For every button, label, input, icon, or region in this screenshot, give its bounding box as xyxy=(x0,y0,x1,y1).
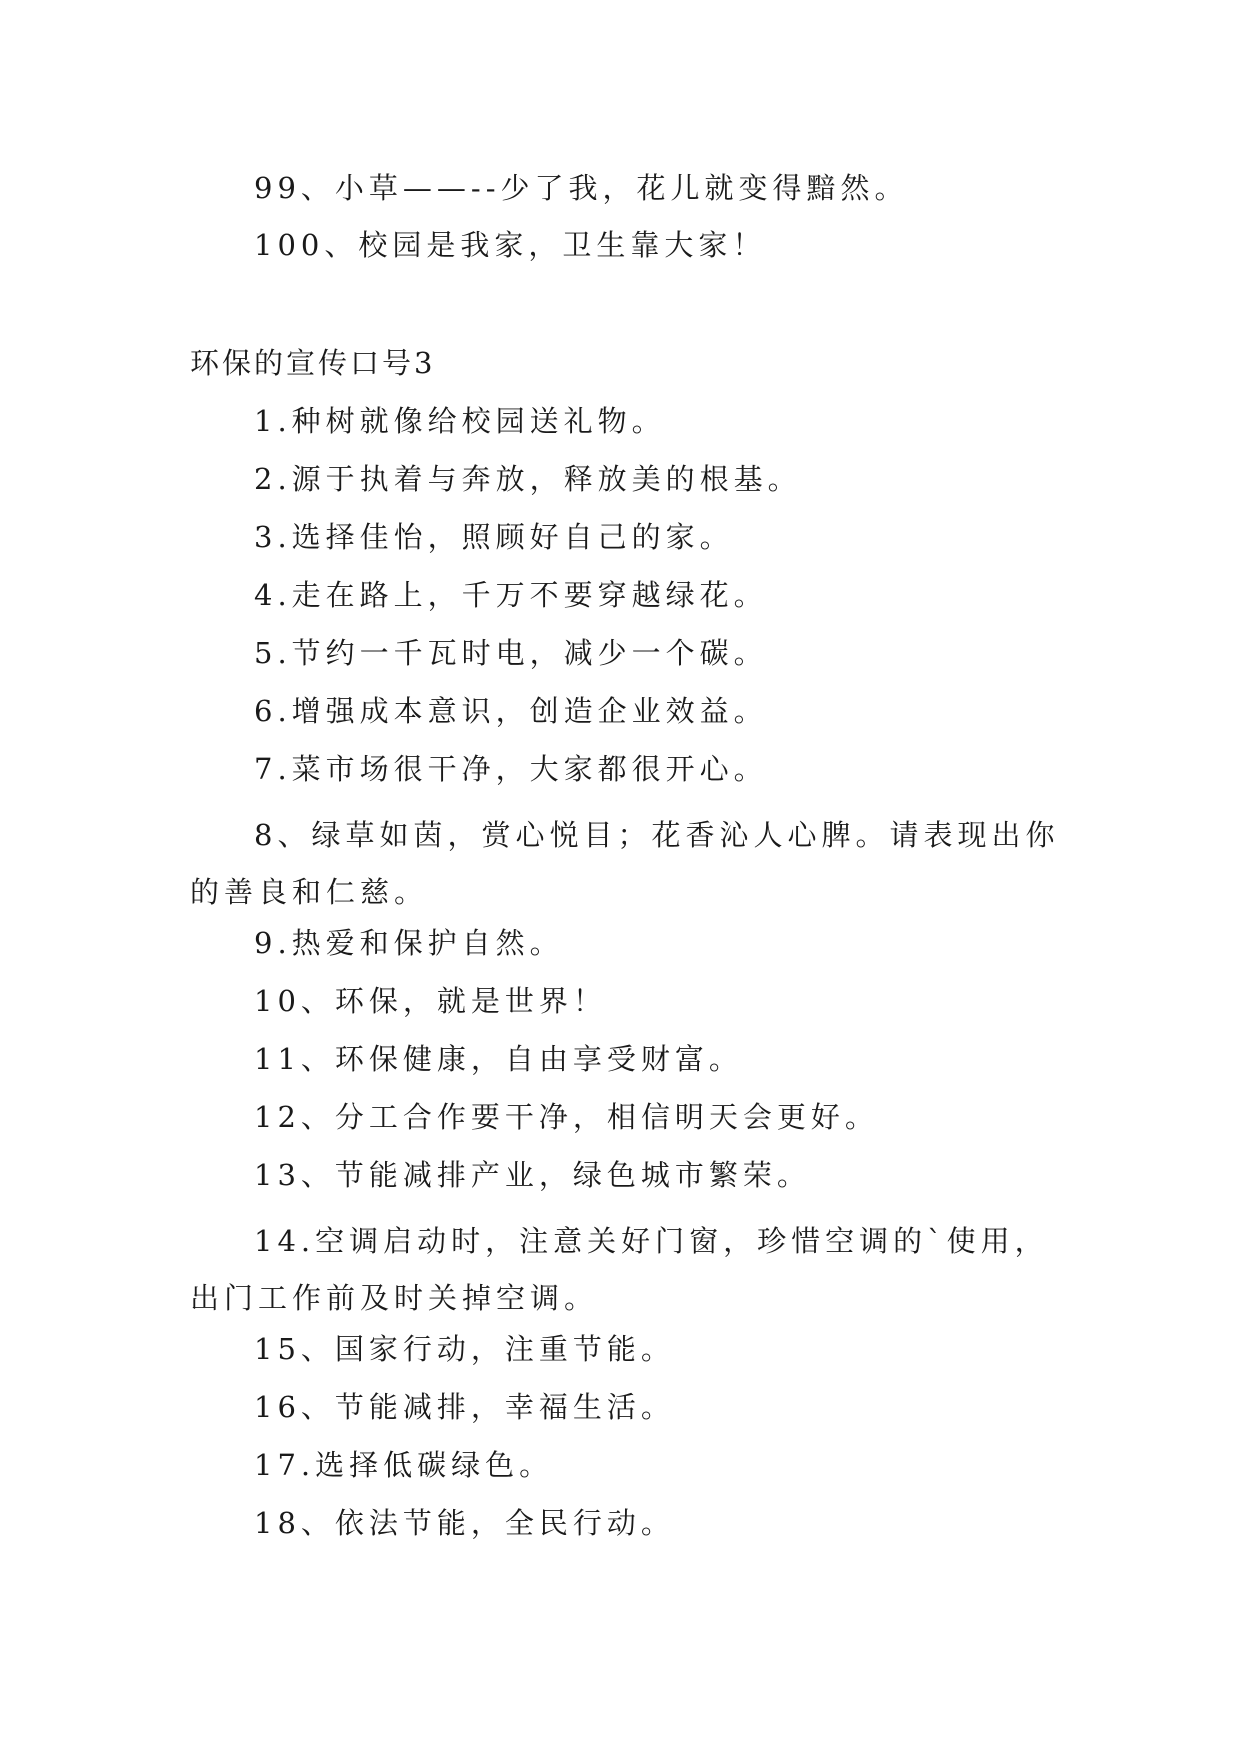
list-item: 9.热爱和保护自然。 xyxy=(254,926,564,960)
list-item: 11、环保健康，自由享受财富。 xyxy=(254,1042,743,1076)
list-item: 6.增强成本意识，创造企业效益。 xyxy=(254,694,768,728)
list-item: 3.选择佳怡，照顾好自己的家。 xyxy=(254,520,734,554)
list-item: 4.走在路上，千万不要穿越绿花。 xyxy=(254,578,768,612)
section-heading: 环保的宣传口号3 xyxy=(190,346,436,380)
list-item: 7.菜市场很干净，大家都很开心。 xyxy=(254,752,768,786)
list-item: 14.空调启动时，注意关好门窗，珍惜空调的`使用，出门工作前及时关掉空调。 xyxy=(190,1224,1049,1315)
list-item: 18、依法节能，全民行动。 xyxy=(254,1506,675,1540)
list-item: 99、小草——--少了我，花儿就变得黯然。 xyxy=(254,171,909,205)
list-item: 10、环保，就是世界！ xyxy=(254,984,607,1018)
list-item: 13、节能减排产业，绿色城市繁荣。 xyxy=(254,1158,811,1192)
list-item: 5.节约一千瓦时电，减少一个碳。 xyxy=(254,636,768,670)
list-item: 1.种树就像给校园送礼物。 xyxy=(254,404,666,438)
list-item: 16、节能减排，幸福生活。 xyxy=(254,1390,675,1424)
list-item: 15、国家行动，注重节能。 xyxy=(254,1332,675,1366)
list-item: 12、分工合作要干净，相信明天会更好。 xyxy=(254,1100,879,1134)
list-item: 2.源于执着与奔放，释放美的根基。 xyxy=(254,462,802,496)
list-item: 8、绿草如茵，赏心悦目；花香沁人心脾。请表现出你的善良和仁慈。 xyxy=(190,818,1060,909)
list-item: 17.选择低碳绿色。 xyxy=(254,1448,554,1482)
list-item: 100、校园是我家，卫生靠大家！ xyxy=(254,228,767,262)
